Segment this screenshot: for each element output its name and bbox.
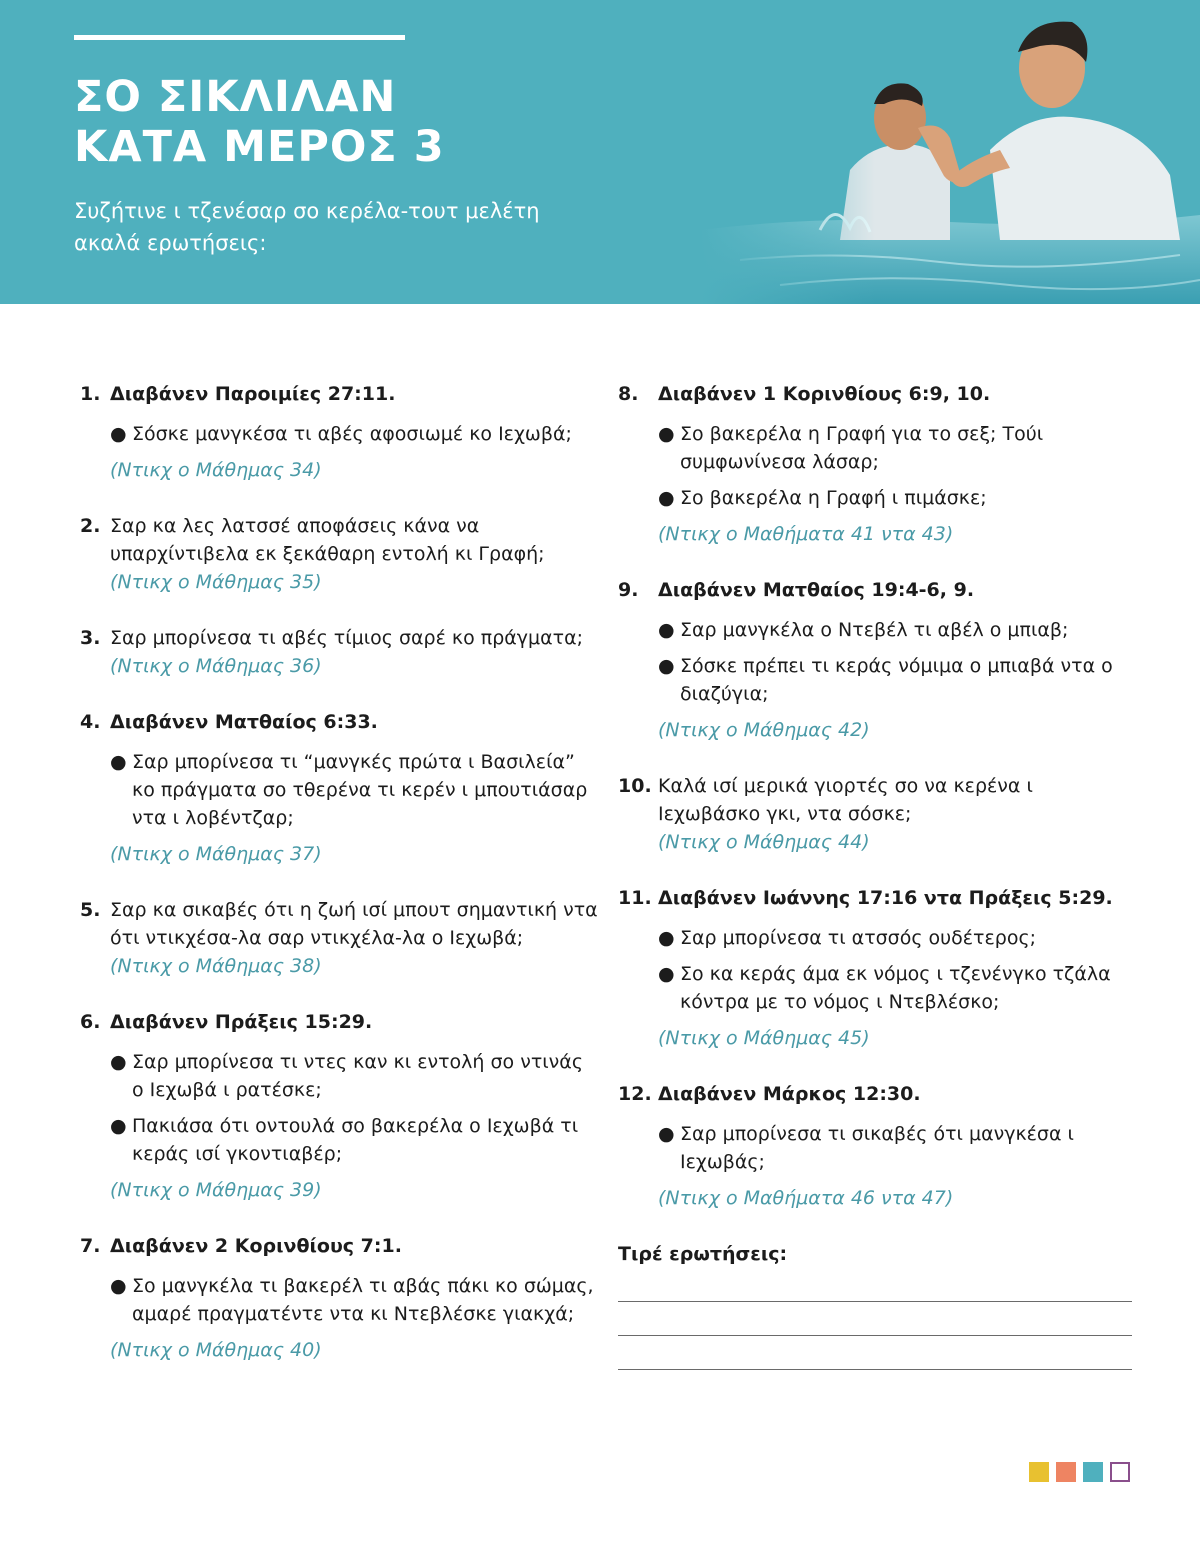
question-text: Διαβάνεν Ιωάννης 17:16 ντα Πράξεις 5:29. — [658, 887, 1113, 909]
bullet-item: ● Σο βακερέλα η Γραφή ι πιμάσκε; — [658, 487, 987, 509]
square-orange — [1056, 1462, 1076, 1482]
bullet-list — [658, 616, 1138, 708]
lesson-reference: (Ντικχ ο Μαθήματα 41 ντα 43) — [658, 523, 954, 545]
bullet-list — [110, 748, 600, 832]
title-line-2: ΚΑΤΑ ΜΕΡΟΣ 3 — [74, 122, 445, 172]
bullet-item: ● Σαρ μανγκέλα ο Ντεβέλ τι αβέλ ο μπιαβ; — [658, 619, 1069, 641]
bullet-item: ● Σαρ μπορίνεσα τι ντες καν κι εντολή σο ντινάς ο Ιεχωβά ι ρατέσκε; — [110, 1051, 583, 1101]
question-number: 11. — [618, 887, 652, 909]
lesson-reference: (Ντικχ ο Μάθημας 34) — [110, 459, 322, 481]
question-9 — [618, 576, 1138, 744]
questions-left-column — [80, 380, 600, 1392]
bullet-list — [110, 1048, 600, 1168]
question-number: 1. — [80, 383, 101, 405]
question-8 — [618, 380, 1138, 548]
color-squares — [1029, 1462, 1130, 1482]
questions-right-column — [618, 380, 1138, 1370]
question-text: Διαβάνεν Μάρκος 12:30. — [658, 1083, 921, 1105]
question-text: Καλά ισί μερικά γιορτές σο να κερένα ι Ιεχωβάσκο γκι, ντα σόσκε; — [658, 775, 1033, 825]
bullet-item: ● Σόσκε μανγκέσα τι αβές αφοσιωμέ κο Ιεχωβά; — [110, 423, 572, 445]
question-12 — [618, 1080, 1138, 1212]
lesson-reference: (Ντικχ ο Μάθημας 42) — [658, 719, 870, 741]
question-3 — [80, 624, 600, 680]
question-number: 9. — [618, 579, 639, 601]
header-banner — [0, 0, 1200, 304]
question-10 — [618, 772, 1138, 856]
bullet-item: ● Σαρ μπορίνεσα τι σικαβές ότι μανγκέσα ι Ιεχωβάς; — [658, 1123, 1074, 1173]
bullet-item: ● Σαρ μπορίνεσα τι ατσσός ουδέτερος; — [658, 927, 1036, 949]
bullet-list — [658, 924, 1138, 1016]
question-number: 8. — [618, 383, 639, 405]
question-4 — [80, 708, 600, 868]
bullet-item: ● Σο κα κεράς άμα εκ νόμος ι τζενένγκο τζάλα κόντρα με το νόμος ι Ντεβλέσκο; — [658, 963, 1111, 1013]
question-text: Σαρ κα σικαβές ότι η ζωή ισί μπουτ σημαντική ντα ότι ντικχέσα-λα σαρ ντικχέλα-λα ο Ιεχωβά; — [110, 899, 598, 949]
write-line[interactable] — [618, 1369, 1132, 1370]
question-1 — [80, 380, 600, 484]
question-text: Διαβάνεν Ματθαίος 6:33. — [110, 711, 378, 733]
lesson-reference: (Ντικχ ο Μάθημας 38) — [110, 955, 322, 977]
bullet-item: ● Σόσκε πρέπει τι κεράς νόμιμα ο μπιαβά ντα ο διαζύγια; — [658, 655, 1113, 705]
extra-questions-label: Τιρέ ερωτήσεις: — [618, 1243, 788, 1265]
bullet-item: ● Σαρ μπορίνεσα τι “μανγκές πρώτα ι Βασιλεία” κο πράγματα σο τθερένα τι κερέν ι μπουτιάσαρ ντα ι λοβέντζαρ; — [110, 751, 588, 829]
title-line-1: ΣΟ ΣΙΚΛΙΛΑΝ — [74, 72, 397, 122]
question-text: Διαβάνεν Πράξεις 15:29. — [110, 1011, 373, 1033]
question-text: Διαβάνεν Παροιμίες 27:11. — [110, 383, 396, 405]
bullet-list — [658, 1120, 1138, 1176]
square-teal — [1083, 1462, 1103, 1482]
question-text: Διαβάνεν 2 Κορινθίους 7:1. — [110, 1235, 402, 1257]
question-number: 6. — [80, 1011, 101, 1033]
page-title — [74, 72, 445, 172]
question-2 — [80, 512, 600, 596]
square-yellow — [1029, 1462, 1049, 1482]
bullet-item: ● Πακιάσα ότι οντουλά σο βακερέλα ο Ιεχωβά τι κεράς ισί γκοντιαβέρ; — [110, 1115, 579, 1165]
lesson-reference: (Ντικχ ο Μάθημας 40) — [110, 1339, 322, 1361]
question-text: Διαβάνεν Ματθαίος 19:4-6, 9. — [658, 579, 975, 601]
question-number: 10. — [618, 775, 652, 797]
bullet-item: ● Σο μανγκέλα τι βακερέλ τι αβάς πάκι κο σώμας, αμαρέ πραγματέντε ντα κι Ντεβλέσκε γιακχά; — [110, 1275, 594, 1325]
lesson-reference: (Ντικχ ο Μάθημας 39) — [110, 1179, 322, 1201]
question-6 — [80, 1008, 600, 1204]
lesson-reference: (Ντικχ ο Μάθημας 37) — [110, 843, 322, 865]
lesson-reference: (Ντικχ ο Μάθημας 45) — [658, 1027, 870, 1049]
question-number: 7. — [80, 1235, 101, 1257]
bullet-item: ● Σο βακερέλα η Γραφή για το σεξ; Τούι συμφωνίνεσα λάσαρ; — [658, 423, 1044, 473]
lesson-reference: (Ντικχ ο Μάθημας 35) — [110, 571, 322, 593]
question-number: 4. — [80, 711, 101, 733]
question-text: Σαρ κα λες λατσσέ αποφάσεις κάνα να υπαρχίντιβελα εκ ξεκάθαρη εντολή κι Γραφή; — [110, 515, 545, 565]
question-11 — [618, 884, 1138, 1052]
lesson-reference: (Ντικχ ο Μάθημας 44) — [658, 831, 870, 853]
question-number: 12. — [618, 1083, 652, 1105]
header-rule — [74, 35, 405, 40]
baptism-illustration — [700, 0, 1200, 304]
question-text: Διαβάνεν 1 Κορινθίους 6:9, 10. — [658, 383, 991, 405]
bullet-list — [110, 1272, 600, 1328]
square-outline-purple — [1110, 1462, 1130, 1482]
question-7 — [80, 1232, 600, 1364]
question-number: 2. — [80, 515, 101, 537]
question-number: 5. — [80, 899, 101, 921]
question-number: 3. — [80, 627, 101, 649]
lesson-reference: (Ντικχ ο Μάθημας 36) — [110, 655, 322, 677]
question-5 — [80, 896, 600, 980]
page-subtitle: Συζήτινε ι τζενέσαρ σο κερέλα-τουτ μελέτη ακαλά ερωτήσεις: — [74, 199, 540, 255]
lesson-reference: (Ντικχ ο Μαθήματα 46 ντα 47) — [658, 1187, 954, 1209]
bullet-list — [658, 420, 1138, 512]
question-text: Σαρ μπορίνεσα τι αβές τίμιος σαρέ κο πράγματα; — [110, 627, 584, 649]
bullet-list — [110, 420, 600, 448]
